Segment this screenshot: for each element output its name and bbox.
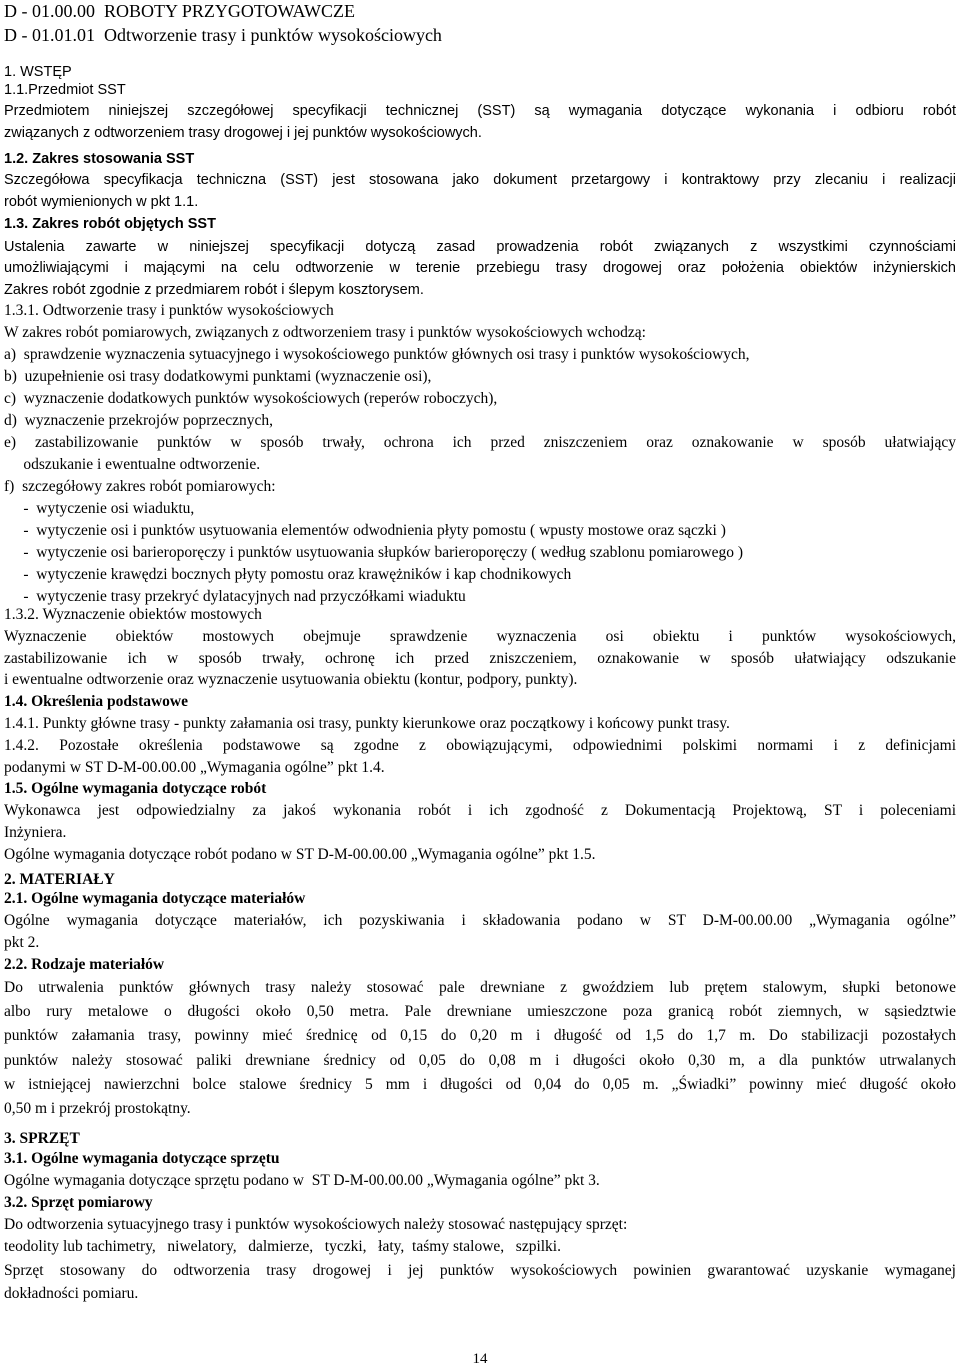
text-line: - wytyczenie osi barieroporęczy i punktów usytuowania słupków barieroporęczy ( według szablonu pomiarowego )	[4, 544, 744, 561]
text-line: Ogólne wymagania dotyczące materiałów, ich pozyskiwania i składowania podano w ST D-M-00.00.00 „Wymagania ogólne”	[4, 912, 956, 929]
text-line: dokładności pomiaru.	[4, 1285, 139, 1302]
text-line: b) uzupełnienie osi trasy dodatkowymi punktami (wyznaczenie osi),	[4, 368, 432, 385]
page-number: 14	[472, 1351, 488, 1367]
text-line: W zakres robót pomiarowych, związanych z odtworzeniem trasy i punktów wysokościowych wchodzą:	[4, 324, 646, 341]
text-line: - wytyczenie trasy przekryć dylatacyjnych nad przyczółkami wiaduktu	[4, 588, 466, 605]
text-line: Ogólne wymagania dotyczące sprzętu podano w ST D-M-00.00.00 „Wymagania ogólne” pkt 3.	[4, 1172, 600, 1189]
text-line: 3.2. Sprzęt pomiarowy	[4, 1194, 153, 1211]
text-line: e) zastabilizowanie punktów w sposób trwały, ochrona ich przed zniszczeniem oraz oznakowanie w sposób ułatwiający	[4, 434, 956, 451]
text-line: umożliwiającymi i mającymi na celu odtworzenie w terenie przebiegu trasy drogowej oraz położenia obiektów inżynierskich	[4, 260, 956, 276]
document-subtitle: D - 01.01.01 Odtworzenie trasy i punktów wysokościowych	[4, 25, 442, 45]
text-line: 1.3.2. Wyznaczenie obiektów mostowych	[4, 606, 262, 623]
text-line: robót wymienionych w pkt 1.1.	[4, 194, 199, 210]
text-line: związanych z odtworzeniem trasy drogowej i jej punktów wysokościowych.	[4, 125, 482, 141]
text-line: f) szczegółowy zakres robót pomiarowych:	[4, 478, 276, 495]
text-line: Szczegółowa specyfikacja techniczna (SST) jest stosowana jako dokument przetargowy i kontraktowy przy zlecaniu i realizacji	[4, 172, 956, 188]
text-line: 1.1.Przedmiot SST	[4, 82, 126, 98]
text-line: Zakres robót zgodnie z przedmiarem robót i ślepym kosztorysem.	[4, 282, 424, 298]
text-line: 1.4.2. Pozostałe określenia podstawowe są zgodne z obowiązującymi, odpowiednimi polskimi normami i z definicjami	[4, 737, 956, 754]
text-line: Inżyniera.	[4, 824, 67, 841]
text-line: 1.3.1. Odtworzenie trasy i punktów wysokościowych	[4, 302, 334, 319]
text-line: Ogólne wymagania dotyczące robót podano w ST D-M-00.00.00 „Wymagania ogólne” pkt 1.5.	[4, 846, 596, 863]
text-line: - wytyczenie krawędzi bocznych płyty pomostu oraz krawężników i kap chodnikowych	[4, 566, 572, 583]
text-line: punktów załamania trasy, powinny mieć średnicę od 0,15 do 0,20 m i długość od 1,5 do 1,7 m. Do stabilizacji pozostałych	[4, 1027, 956, 1044]
text-line: teodolity lub tachimetry, niwelatory, dalmierze, tyczki, łaty, taśmy stalowe, szpilki.	[4, 1238, 561, 1255]
text-line: 1.5. Ogólne wymagania dotyczące robót	[4, 780, 267, 797]
text-line: Wyznaczenie obiektów mostowych obejmuje sprawdzenie wyznaczenia osi obiektu i punktów wysokościowych,	[4, 628, 956, 645]
text-line: Przedmiotem niniejszej szczegółowej specyfikacji technicznej (SST) są wymagania dotyczące wykonania i odbioru robót	[4, 103, 956, 119]
text-line: 2.1. Ogólne wymagania dotyczące materiałów	[4, 890, 306, 907]
text-line: 2.2. Rodzaje materiałów	[4, 956, 165, 973]
text-line: 1.2. Zakres stosowania SST	[4, 151, 195, 167]
text-line: w istniejącej nawierzchni bolce stalowe średnicy 5 mm i długości od 0,04 do 0,05 m. „Świadki” powinny mieć długość około	[4, 1076, 956, 1093]
text-line: 1.3. Zakres robót objętych SST	[4, 216, 216, 232]
text-line: Wykonawca jest odpowiedzialny za jakoś wykonania robót i ich zgodność z Dokumentacją Projektową, ST i poleceniami	[4, 802, 956, 819]
text-line: - wytyczenie osi wiaduktu,	[4, 500, 195, 517]
text-line: Ustalenia zawarte w niniejszej specyfikacji dotyczą zasad prowadzenia robót związanych z wszystkimi czynnościami	[4, 239, 956, 255]
text-line: d) wyznaczenie przekrojów poprzecznych,	[4, 412, 273, 429]
text-line: - wytyczenie osi i punktów usytuowania elementów odwodnienia płyty pomostu ( wpusty mostowe oraz sączki )	[4, 522, 726, 539]
text-line: 1.4.1. Punkty główne trasy - punkty załamania osi trasy, punkty kierunkowe oraz początkowy i końcowy punkt trasy.	[4, 715, 730, 732]
text-line: i ewentualne odtworzenie oraz wyznaczenie usytuowania obiektu (kontur, podpory, punkty).	[4, 671, 578, 688]
document-title: D - 01.00.00 ROBOTY PRZYGOTOWAWCZE	[4, 1, 356, 21]
text-line: odszukanie i ewentualne odtworzenie.	[4, 456, 261, 473]
text-line: 3. SPRZĘT	[4, 1130, 80, 1147]
text-line: 3.1. Ogólne wymagania dotyczące sprzętu	[4, 1150, 280, 1167]
text-line: zastabilizowanie ich w sposób trwały, ochronę ich przed zniszczeniem, oznakowanie w sposób ułatwiający odszukanie	[4, 650, 956, 667]
text-line: podanymi w ST D-M-00.00.00 „Wymagania ogólne” pkt 1.4.	[4, 759, 385, 776]
text-line: punktów należy stosować paliki drewniane średnicy od 0,05 do 0,08 m i długości około 0,30 m, a dla punktów utrwalanych	[4, 1052, 956, 1069]
text-line: 0,50 m i przekrój prostokątny.	[4, 1100, 191, 1117]
text-line: 2. MATERIAŁY	[4, 871, 115, 888]
text-line: albo rury metalowe o długości około 0,50 metra. Pale drewniane umieszczone poza granicą robót ziemnych, w sąsiedztwie	[4, 1003, 956, 1020]
text-line: 1. WSTĘP	[4, 64, 72, 80]
text-line: a) sprawdzenie wyznaczenia sytuacyjnego i wysokościowego punktów głównych osi trasy i punktów wysokościowych,	[4, 346, 750, 363]
text-line: Do utrwalenia punktów głównych trasy należy stosować pale drewniane z gwoździem lub prętem stalowym, słupki betonowe	[4, 979, 956, 996]
text-line: pkt 2.	[4, 934, 40, 951]
text-line: Do odtworzenia sytuacyjnego trasy i punktów wysokościowych należy stosować następujący sprzęt:	[4, 1216, 628, 1233]
text-line: c) wyznaczenie dodatkowych punktów wysokościowych (reperów roboczych),	[4, 390, 498, 407]
text-line: Sprzęt stosowany do odtworzenia trasy drogowej i jej punktów wysokościowych powinien gwarantować uzyskanie wymaganej	[4, 1262, 956, 1279]
text-line: 1.4. Określenia podstawowe	[4, 693, 189, 710]
